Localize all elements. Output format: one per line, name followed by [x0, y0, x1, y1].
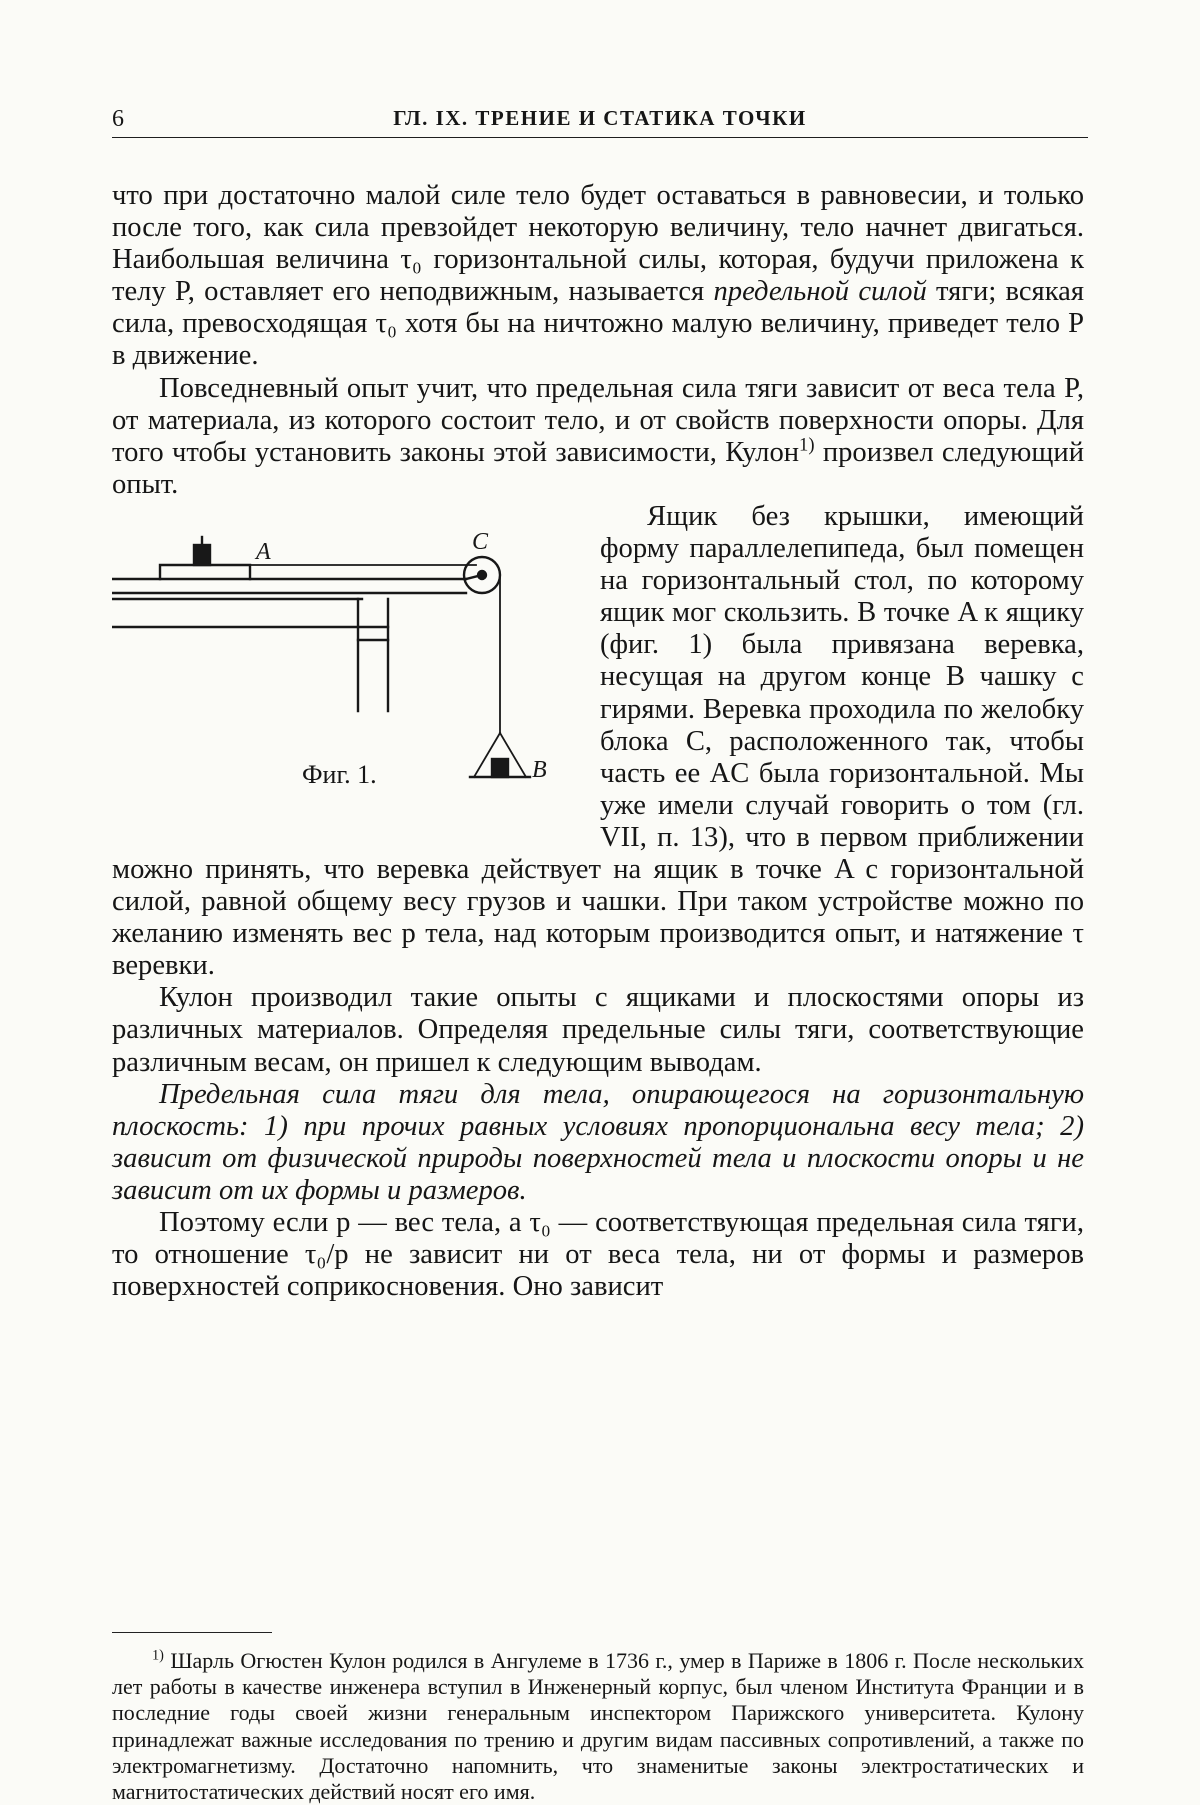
- paragraph-3: Ящик без крышки, имеющий форму параллелепипеда, был помещен на горизонтальный стол, по которому ящик мог скользить. В точке A к ящику (фиг. 1) была привязана веревка, несущая на другом конце B чашку с гирями. Веревка проходила по желобку блока C, расположенного так, чтобы часть ее AC была горизонтальной. Мы уже имели случай говорить о том (гл. VII, п. 13), что в первом приближении можно принять, что веревка действует на ящик в точке A с горизонтальной силой, равной общему весу грузов и чашки. При таком устройстве можно по желанию изменять вес p тела, над которым производится опыт, и натяжение τ веревки.: [112, 500, 1084, 982]
- body-text: [112, 180, 1084, 1303]
- paragraph-1-text: что при достаточно малой силе тело будет оставаться в равновесии, и только после того, как сила превзойдет некоторую величину, тело начнет двигаться. Наибольшая величина τ₀ горизонтальной силы, которая, будучи приложена к телу P, оставляет его неподвижным, называется: [112, 180, 1084, 308]
- footnote: [112, 1648, 1084, 1805]
- paragraph-5-law: Предельная сила тяги для тела, опирающегося на горизонтальную плоскость: 1) при прочих равных условиях пропорциональна весу тела; 2) зависит от физической природы поверхностей тела и плоскости опоры и не зависит от их формы и размеров.: [112, 1078, 1084, 1206]
- box-weight: [194, 545, 210, 565]
- figure-caption: Фиг. 1.: [302, 759, 377, 789]
- paragraph-2-text: Повседневный опыт учит, что предельная сила тяги зависит от веса тела P, от материала, из которого состоит тело, и от свойств поверхности опоры. Для того чтобы установить законы этой зависимости, Кулон: [112, 372, 1084, 468]
- running-header: [112, 106, 1088, 138]
- label-a: A: [256, 538, 271, 565]
- figure-1: [112, 507, 600, 825]
- paragraph-1: [112, 180, 1084, 373]
- paragraph-6: Поэтому если p — вес тела, а τ₀ — соответствующая предельная сила тяги, то отношение τ₀/p не зависит ни от веса тела, ни от формы и размеров поверхностей соприкосновения. Оно зависит: [112, 1207, 1084, 1303]
- label-c: C: [472, 528, 489, 555]
- pan-weight: [492, 759, 508, 777]
- label-b: B: [532, 756, 547, 783]
- paragraph-4: Кулон производил такие опыты с ящиками и плоскостями опоры из различных материалов. Определяя предельные силы тяги, соответствующие различным весам, он пришел к следующим выводам.: [112, 982, 1084, 1078]
- paragraph-2: [112, 373, 1084, 501]
- footnote-paragraph: [112, 1648, 1084, 1805]
- footnote-ref: 1): [799, 434, 815, 456]
- running-title: ГЛ. IX. ТРЕНИЕ И СТАТИКА ТОЧКИ: [393, 106, 807, 130]
- footnote-marker: 1): [152, 1647, 164, 1664]
- term-limit-force: предельной силой: [713, 276, 927, 308]
- sliding-box: [160, 565, 250, 579]
- footnote-rule: [112, 1632, 272, 1633]
- footnote-text: Шарль Огюстен Кулон родился в Ангулеме в 1736 г., умер в Париже в 1806 г. После нескольких лет работы в качестве инженера вступил в Инженерный корпус, был членом Института Франции и в последние годы своей жизни генеральным инспектором Парижского университета. Кулону принадлежат важные исследования по трению и другим видам пассивных сопротивлений, а также по электромагнетизму. Достаточно напомнить, что знаменитые законы электростатических и магнитостатических действий носят его имя.: [112, 1648, 1084, 1805]
- paragraph-1-rest: тяги; всякая сила, превосходящая τ₀ хотя бы на ничтожно малую величину, приведет тело P в движение.: [112, 276, 1084, 372]
- page-number: 6: [112, 106, 124, 132]
- paragraph-2-rest: произвел следующий опыт.: [112, 436, 1085, 500]
